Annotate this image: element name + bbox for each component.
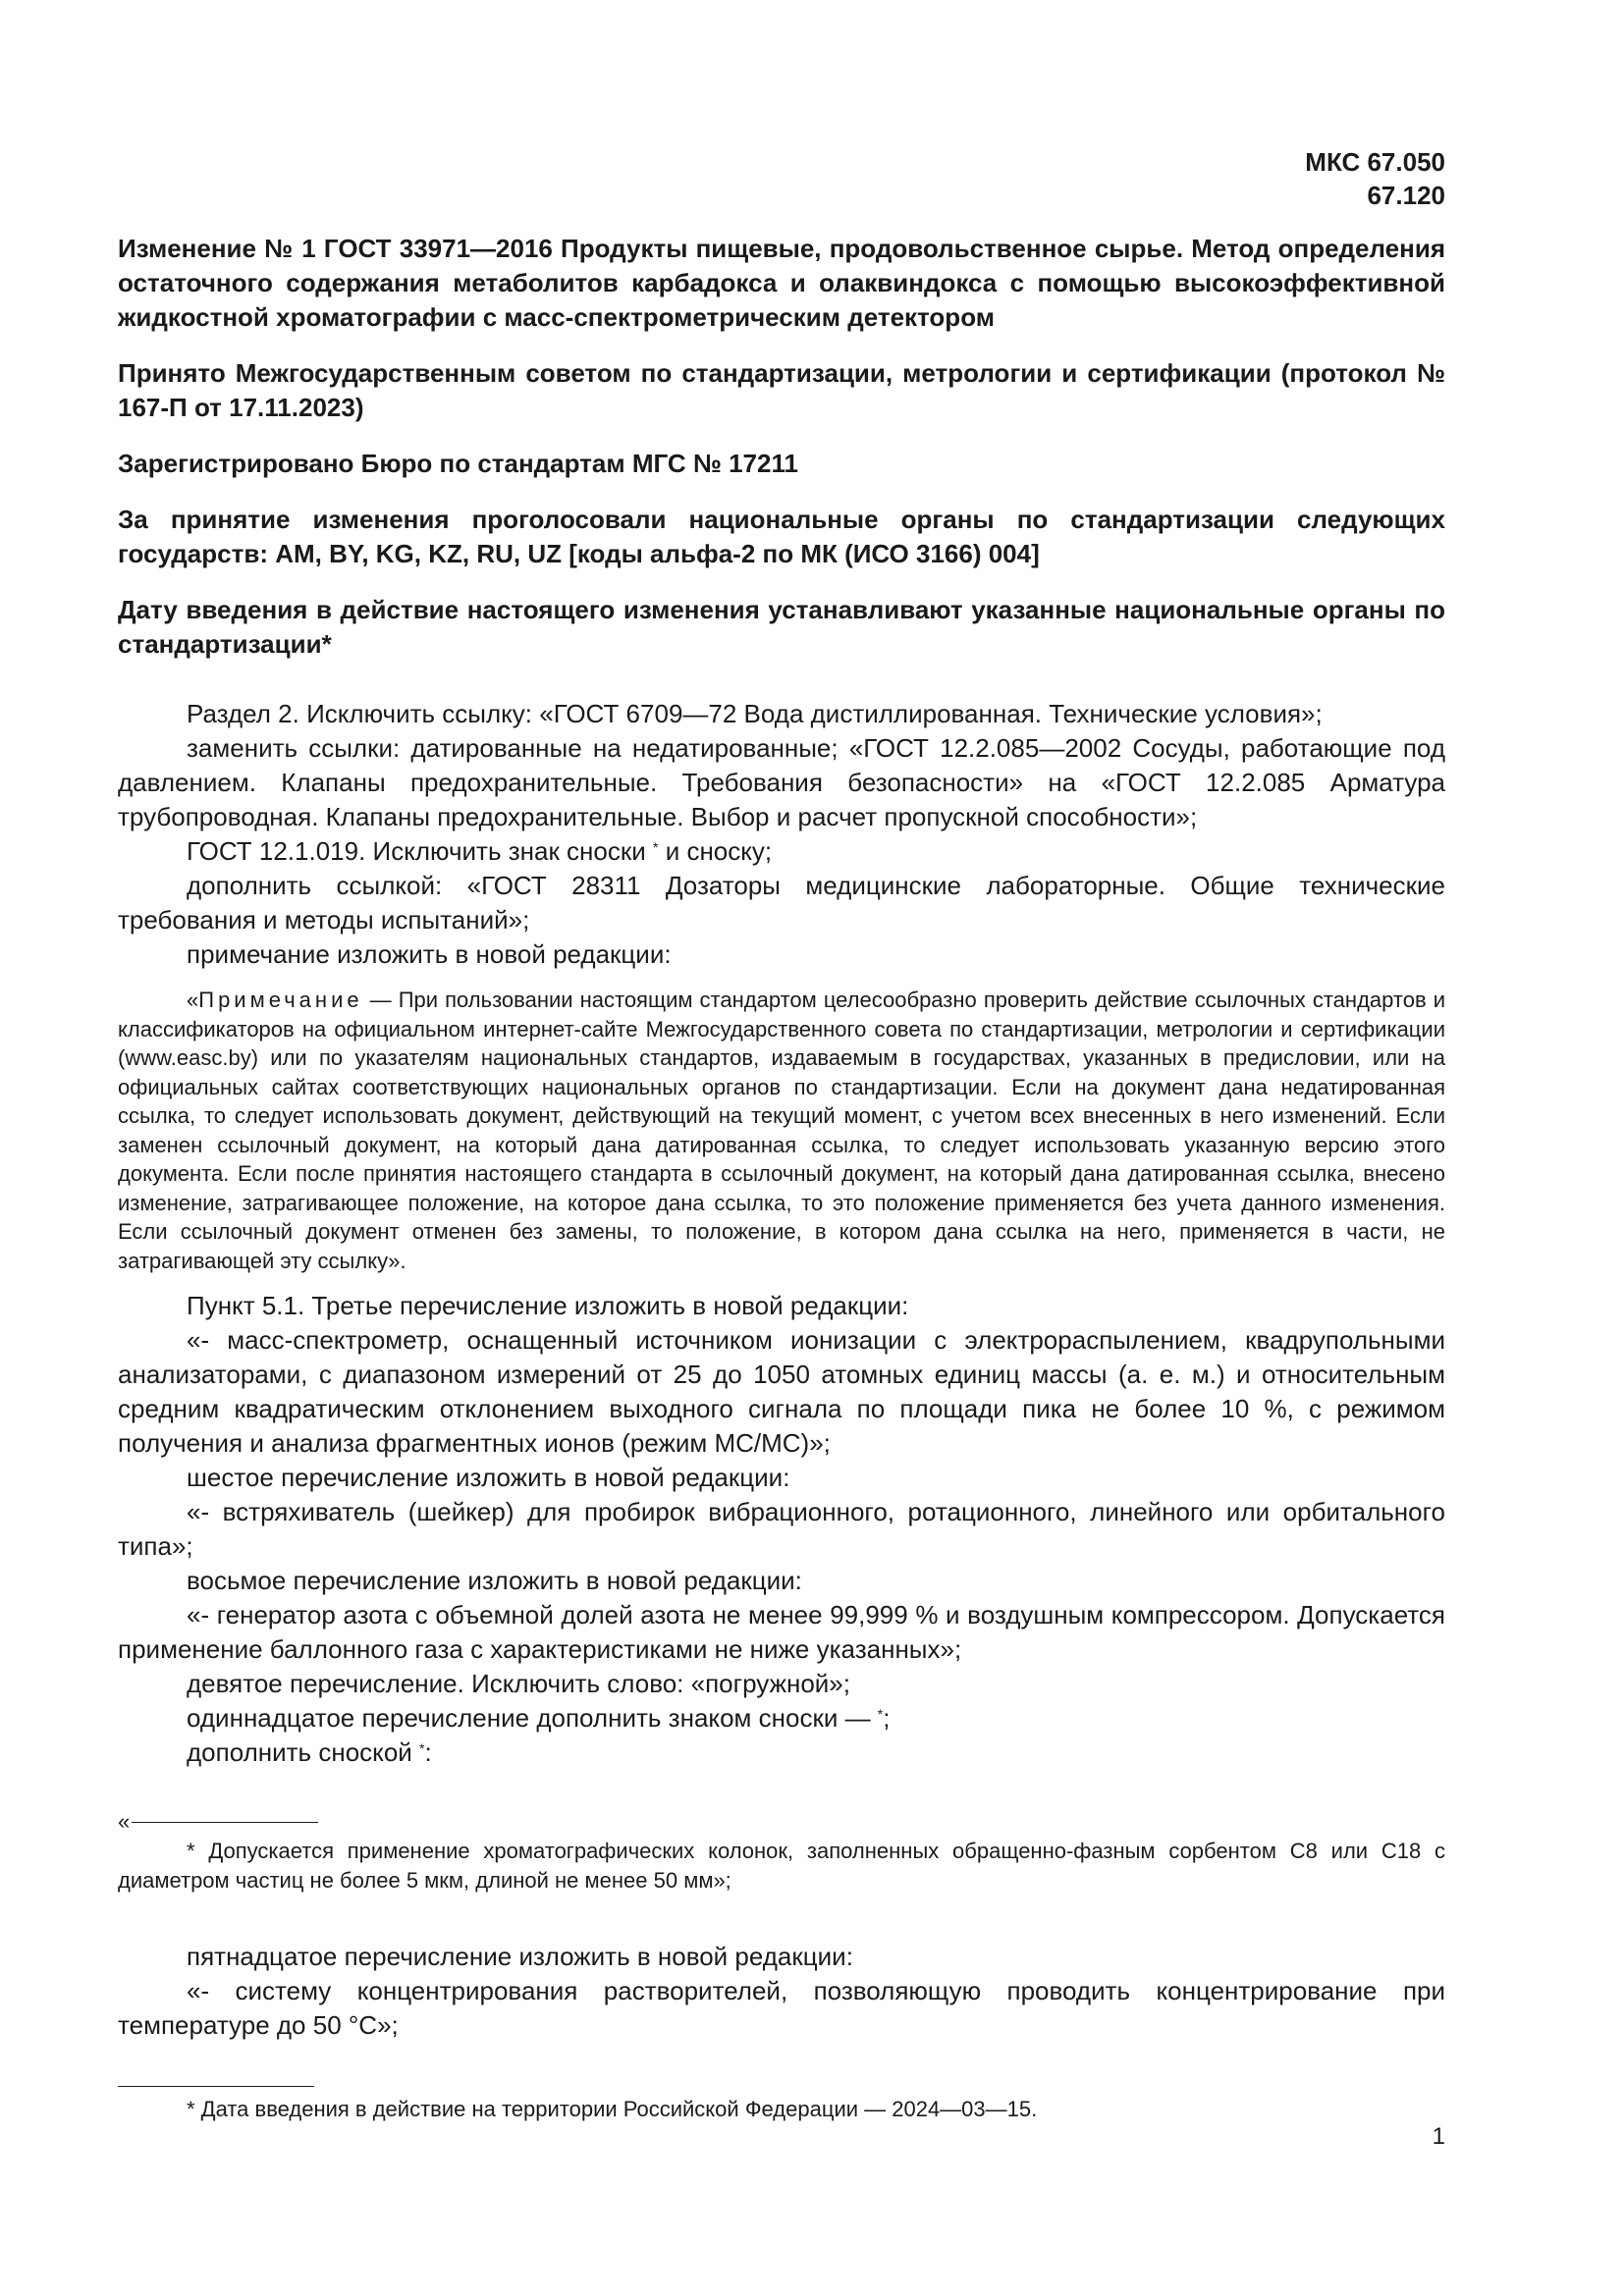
text: ГОСТ 12.1.019. Исключить знак сноски	[187, 836, 646, 866]
section2-replace: заменить ссылки: датированные на недатированные; «ГОСТ 12.2.085—2002 Сосуды, работающие под давлением. Клапаны предохранительные. Требования безопасности» на «ГОСТ 12.2.085 Арматура трубопроводная. Клапаны предохранительные. Выбор и расчет пропускной способности»;	[118, 733, 1445, 831]
inline-footnote-text: * Допускается применение хроматографических колонок, заполненных обращенно-фазным сорбентом С8 или С18 с диаметром частиц не более 5 мкм, длиной не менее 50 мм»;	[118, 1839, 1445, 1893]
note-block	[118, 986, 1445, 1275]
section2-note-intro: примечание изложить в новой редакции:	[187, 939, 672, 969]
footnote-rule	[132, 1822, 318, 1823]
note-text: — При пользовании настоящим стандартом целесообразно проверить действие ссылочных стандартов и классификаторов на официальном интернет-сайте Межгосударственного совета по стандартизации, метрологии и сертификации (www.easc.by) или по указателям национальных стандартов, издаваемым в государствах, указанных в предисловии, или на официальных сайтах соответствующих национальных органов по стандартизации. Если на документ дана недатированная ссылка, то следует использовать документ, действующий на текущий момент, с учетом всех внесенных в него изменений. Если заменен ссылочный документ, на который дана датированная ссылка, то следует использовать указанную версию этого документа. Если после принятия настоящего стандарта в ссылочный документ, на который дана датированная ссылка, внесено изменение, затрагивающее положение, на которое дана ссылка, то это положение применяется без учета данного изменения. Если ссылочный документ отменен без замены, то положение, в котором дана ссылка на него, применяется в части, не затрагивающей эту ссылку».	[118, 988, 1445, 1273]
voting-countries: За принятие изменения проголосовали национальные органы по стандартизации следующих государств: AM, BY, KG, KZ, RU, UZ [коды альфа-2 по МК (ИСО 3166) 004]	[118, 505, 1445, 568]
text: одиннадцатое перечисление дополнить знаком сноски —	[187, 1703, 878, 1733]
footnote-mark: *	[877, 1706, 884, 1722]
mks-codes	[118, 145, 1445, 212]
section2-gost-12-1-019	[118, 834, 1445, 869]
page-footnote: * Дата введения в действие на территории Российской Федерации — 2024—03—15.	[187, 2097, 1038, 2121]
concentration-system-item: «- систему концентрирования растворителей, позволяющую проводить концентрирование при температуре до 50 °С»;	[118, 1976, 1445, 2040]
note-quote: «	[187, 988, 199, 1012]
eleventh-item	[118, 1701, 1445, 1735]
clause-5-1: Пункт 5.1. Третье перечисление изложить в новой редакции:	[187, 1291, 909, 1320]
mass-spectrometer-item: «- масс-спектрометр, оснащенный источником ионизации с электрораспылением, квадрупольными анализаторами, с диапазоном измерений от 25 до 1050 атомных единиц массы (а. е. м.) и относительным средним квадратическим отклонением выходного сигнала по площади пика не более 10 %, с режимом получения и анализа фрагментных ионов (режим МС/МС)»;	[118, 1325, 1445, 1458]
text: и сноску;	[658, 836, 773, 866]
page-footnote-rule	[118, 2086, 314, 2087]
add-footnote	[118, 1735, 1445, 1770]
amendment-title: Изменение № 1 ГОСТ 33971—2016 Продукты пищевые, продовольственное сырье. Метод определения остаточного содержания метаболитов карбадокса и олаквиндокса с помощью высокоэффективной жидкостной хроматографии с масс-спектрометрическим детектором	[118, 234, 1445, 332]
nitrogen-generator-item: «- генератор азота с объемной долей азота не менее 99,999 % и воздушным компрессором. Допускается применение баллонного газа с характеристиками не ниже указанных»;	[118, 1600, 1445, 1664]
adopted-by: Принято Межгосударственным советом по стандартизации, метрологии и сертификации (протокол № 167-П от 17.11.2023)	[118, 358, 1445, 422]
ninth-item: девятое перечисление. Исключить слово: «погружной»;	[187, 1669, 850, 1698]
quote-mark: «	[118, 1809, 131, 1834]
mks-code-2: 67.120	[1367, 181, 1445, 210]
shaker-item: «- встряхиватель (шейкер) для пробирок вибрационного, ротационного, линейного или орбитального типа»;	[118, 1497, 1445, 1561]
section2-add-reference: дополнить ссылкой: «ГОСТ 28311 Дозаторы медицинские лабораторные. Общие технические требования и методы испытаний»;	[118, 871, 1445, 934]
eighth-item-intro: восьмое перечисление изложить в новой редакции:	[187, 1566, 802, 1595]
footnote-mark: *	[419, 1740, 425, 1756]
text: ;	[883, 1703, 891, 1733]
text: дополнить сноской	[187, 1737, 420, 1767]
inline-footnote-separator	[118, 1811, 1445, 1833]
page-number: 1	[1432, 2123, 1445, 2150]
footnote-mark: *	[653, 839, 659, 855]
document-page	[118, 145, 1445, 2124]
mks-code-1: МКС 67.050	[1305, 147, 1445, 177]
section2-exclude: Раздел 2. Исключить ссылку: «ГОСТ 6709—72 Вода дистиллированная. Технические условия»;	[187, 699, 1323, 728]
registered-by: Зарегистрировано Бюро по стандартам МГС № 17211	[118, 449, 798, 478]
note-label: Примечание	[198, 988, 363, 1012]
fifteenth-item-intro: пятнадцатое перечисление изложить в новой редакции:	[187, 1942, 853, 1971]
text: :	[424, 1737, 432, 1767]
sixth-item-intro: шестое перечисление изложить в новой редакции:	[187, 1463, 790, 1492]
effective-date-note: Дату введения в действие настоящего изменения устанавливают указанные национальные органы по стандартизации*	[118, 595, 1445, 659]
